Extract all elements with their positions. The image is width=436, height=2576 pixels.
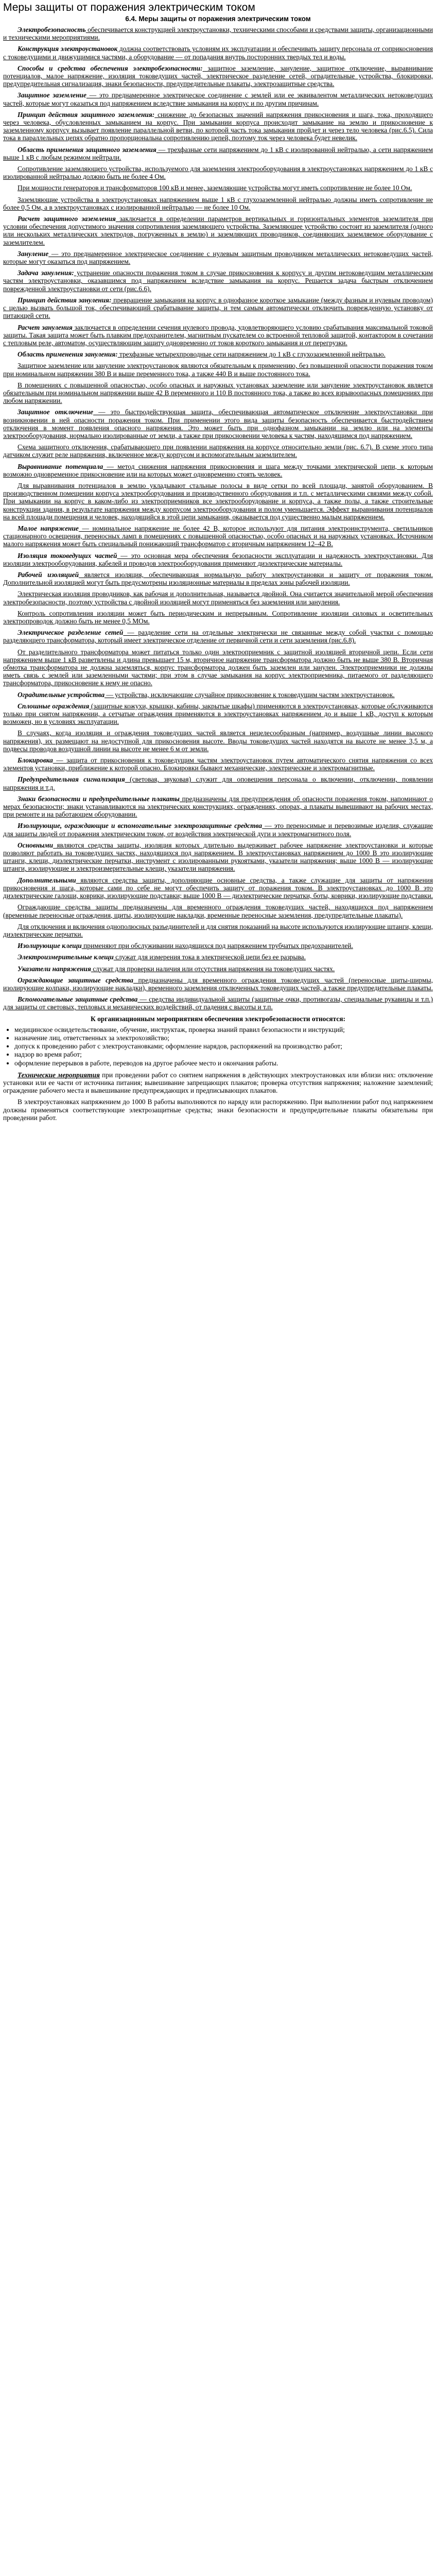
paragraph-text: В случаях, когда изоляция и ограждения токоведущих частей является нецелесообразным (например, воздушные линии высокого напряжения), их размещают на недоступной для прикосновения высоте. Вводы токоведущих частей находятся на высоте не менее 3,5 м, а подвесы проводов воздушной линии на высоте не менее 6 м от земли. xyxy=(3,729,433,753)
paragraph-lead-term: Малое напряжение xyxy=(18,524,79,532)
paragraph-lead-term: Принцип действия защитного заземления: xyxy=(18,110,155,118)
paragraph-text: В помещениях с повышенной опасностью, особо опасных и наружных установках заземление или зануление электроустановок является обязательным при номинальном напряжении выше 42 В переменного и 110 В постоянного тока, а также во всех взрывоопасных помещениях при любом напряжении. xyxy=(3,381,433,405)
paragraph-lead-term: Предупредительная сигнализация xyxy=(18,775,125,784)
paragraph-text: При мощности генераторов и трансформаторов 100 кВ и менее, заземляющие устройства могут иметь сопротивление не более 10 Ом. xyxy=(18,184,412,192)
paragraph-text: являются средства защиты, дополняющие основные средства, а также служащие для защиты от напряжения прикосновения и шага, которые сами по себе не могут обеспечить защиту от поражения током. В электроустановках до 1000 В это диэлектрические галоши, коврики, изолирующие подставки; выше 1000 В — диэлектрические перчатки, боты, коврики, изолирующие подставки. xyxy=(3,876,433,900)
paragraph-lead-term: Вспомогательные защитные средства xyxy=(18,995,138,1004)
paragraph-text: предназначены для временного ограждения токоведущих частей (переносные щиты-ширмы, изолирующие колпаки, изолирующие накладки), временного заземления отключенных токоведущих частей, а также предупредительные плакаты. xyxy=(3,976,433,992)
body-paragraph xyxy=(3,995,433,1011)
body-paragraph xyxy=(3,45,433,60)
paragraph-text: защитное заземление, зануление, защитное отключение, выравнивание потенциалов, малое напряжение, изоляция токоведущих частей, электрическое разделение сетей, оградительные устройства, блокировки, предупредительная сигнализация, знаки безопасности, предупредительные плакаты, электрозащитные средства. xyxy=(3,64,433,88)
body-paragraph xyxy=(3,976,433,992)
paragraph-text: — средства индивидуальной защиты (защитные очки, противогазы, специальные рукавицы и т.п.) для защиты от световых, тепловых и механических воздействий, от падения с высоты и т.п. xyxy=(3,995,433,1011)
body-paragraph xyxy=(3,64,433,88)
body-paragraph xyxy=(3,756,433,772)
paragraph-text: Схема защитного отключения, срабатывающего при появлении напряжения на корпусе относительно земли (рис. 6.7). В схеме этого типа датчиком служит реле напряжения, включенное между корпусом и вспомогательным заземлителем. xyxy=(3,443,433,459)
body-paragraph xyxy=(3,702,433,726)
body-paragraph xyxy=(3,923,433,938)
paragraph-lead-term: Область применения зануления: xyxy=(18,350,118,359)
body-paragraph xyxy=(3,953,433,961)
paragraph-text: устранение опасности поражения током в случае прикосновения к корпусу и другим нетоковедущим металлическим частям электроустановки, оказавшимся под напряжением вследствие замыкания на корпус. Решается задача быстрым отключением поврежденной электроустановки от сети (рис.6.6). xyxy=(3,269,433,293)
technical-measures-paragraph xyxy=(3,1071,433,1095)
body-paragraph xyxy=(3,196,433,211)
paragraph-text: — это переносимые и перевозимые изделия, служащие для защиты людей от поражения электрическим током, от воздействия электрической дуги и электромагнитного поля. xyxy=(3,822,433,838)
paragraph-text: служат для измерения тока в электрической цепи без ее разрыва. xyxy=(113,953,306,961)
paragraph-text: — это быстродействующая защита, обеспечивающая автоматическое отключение электроустановки при возникновении в ней опасности поражения током. При применении этого вида защиты безопасность обеспечивается быстродействием отключения в момент появления опасного напряжения. Это может быть при однофазном замыкании на землю или на элементы электрооборудования, нормально изолированные от земли, а также при прикосновении человека к частям, находящимся под напряжением. xyxy=(3,408,433,439)
body-paragraph xyxy=(3,876,433,900)
paragraph-text: Сопротивление заземляющего устройства, используемого для заземления электрооборудования в электроустановках напряжением до 1 кВ с изолированной нейтралью должно быть не более 4 Ом. xyxy=(3,165,433,181)
paragraph-text: — метод снижения напряжения прикосновения и шага между точками электрической цепи, к которым возможно одновременное прикосновение или на которых может одновременно стоять человек. xyxy=(3,462,433,478)
paragraph-text: являются средства защиты, изоляция которых длительно выдерживает рабочее напряжение электроустановки и которые позволяют работать на токоведущих частях, находящихся под напряжением. В электроустановках напряжением до 1000 В это изолирующие штанги, клещи, диэлектрические перчатки, инструмент с изолированными рукоятками, указатели напряжения; выше 1000 В — изолирующие штанги, изолирующие и электроизмерительные клещи, указатели напряжения. xyxy=(3,841,433,873)
paragraph-lead-term: Дополнительными xyxy=(18,876,76,884)
paragraph-lead-term: Задача зануления: xyxy=(18,269,74,277)
paragraph-lead-term: Зануление xyxy=(18,249,49,258)
paragraph-text: От разделительного трансформатора может питаться только один электроприемник с защитной изоляцией вторичной цепи. Если сети напряжением выше 1 кВ разветвлены и длина превышает 15 м, вторичное напряжение трансформатора должно быть не выше 380 В. Вторичная обмотка трансформатора не должна заземляться, корпус трансформатора должен быть заземлен или занулен. Электроприемники не должны иметь связь с землей или заземленными частями; при этом в случае замыкания на корпус электроприемника, питаемого от разделяющего трансформатора, прикосновение к нему не опасно. xyxy=(3,648,433,687)
body-paragraph xyxy=(3,482,433,521)
paragraph-lead-term: Изолирующие клещи xyxy=(18,942,82,950)
body-paragraph xyxy=(3,841,433,873)
body-paragraph xyxy=(3,111,433,142)
paragraph-lead-term: Способы и средства обеспечения электробезопасности: xyxy=(18,64,203,72)
paragraph-text: Ограждающие средства защиты предназначены для временного ограждения токоведущих частей, находящихся под напряжением (временные переносные ограждения, щиты, изолирующие накладки, временные переносные заземления, предупредительные плакаты). xyxy=(3,903,433,919)
paragraph-text: должна соответствовать условиям их эксплуатации и обеспечивать защиту персонала от соприкосновения с токоведущими и движущимися частями, а оборудование — от попадания внутрь посторонних твердых тел и воды. xyxy=(3,45,433,61)
page-title: Меры защиты от поражения электрическим током xyxy=(3,2,255,13)
org-measure-item: • назначение лиц, ответственных за электрохозяйство; xyxy=(14,1034,433,1042)
paragraph-lead-term: Электрическое разделение сетей xyxy=(18,629,124,637)
paragraph-lead-term: Рабочей изоляцией xyxy=(18,570,79,579)
paragraph-lead-term: Принцип действия зануления: xyxy=(18,296,112,304)
body-paragraph xyxy=(3,648,433,687)
org-measure-item: • допуск к проведению работ с электроустановками; оформление нарядов, распоряжений на производство работ; xyxy=(14,1042,433,1050)
paragraph-lead-term: Электроизмерительные клещи xyxy=(18,953,114,961)
paragraph-text: заключается в определении сечения нулевого провода, удовлетворяющего условию срабатывания максимальной токовой защиты. Такая защита может быть плавким предохранителем, магнитным пускателем со встроенной тепловой защитой, контактором в сочетании с тепловым реле, автоматом, осуществляющим защиту одновременно от токов короткого замыкания и от перегрузки. xyxy=(3,323,433,347)
closing-paragraph: В электроустановках напряжением до 1000 В работы выполняются по наряду или распоряжению. При выполнении работ под напряжением должны применяться соответствующие электрозащитные средства; знаки безопасности и предупредительные плакаты обязательны при проведении работ. xyxy=(3,1098,433,1122)
paragraph-lead-term: Расчет защитного заземления xyxy=(18,215,116,223)
paragraph-lead-term: Изолирующие, ограждающие и вспомогательные электрозащитные средства xyxy=(18,822,263,830)
paragraph-lead-term: Оградительные устройства xyxy=(18,690,105,699)
section-heading: 6.4. Меры защиты от поражения электрическим током xyxy=(125,15,311,23)
body-paragraph xyxy=(3,571,433,586)
body-paragraph xyxy=(3,381,433,405)
paragraph-text: Контроль сопротивления изоляции может быть периодическим и непрерывным. Сопротивление изоляции силовых и осветительных электропроводок должно быть не менее 0,5 МОм. xyxy=(3,609,433,625)
org-measure-item: • оформление перерывов в работе, переводов на другое рабочее место и окончания работы. xyxy=(14,1059,433,1067)
body-paragraph xyxy=(3,590,433,605)
paragraph-text: применяют при обслуживании находящихся под напряжением трубчатых предохранителей. xyxy=(81,942,353,950)
body-paragraph xyxy=(3,629,433,644)
org-measures-list xyxy=(3,1026,433,1067)
article-body xyxy=(3,26,433,1011)
body-paragraph xyxy=(3,729,433,753)
body-paragraph xyxy=(3,350,433,358)
body-paragraph xyxy=(3,296,433,320)
body-paragraph xyxy=(3,184,433,192)
paragraph-text: превращение замыкания на корпус в однофазное короткое замыкание (между фазным и нулевым проводом) с целью вызвать большой ток, обеспечивающий срабатывание защиты, и тем самым автоматически отключить поврежденную установку от питающей сети. xyxy=(3,296,433,320)
body-paragraph xyxy=(3,215,433,246)
paragraph-text: трехфазные четырехпроводные сети напряжением до 1 кВ с глухозаземленной нейтралью. xyxy=(117,350,386,359)
org-measures-heading: К организационным мероприятиям обеспечения электробезопасности относятся: xyxy=(91,1014,345,1023)
paragraph-text: является изоляция, обеспечивающая нормальную работу электроустановки и защиту от поражения током. Дополнительной изоляцией могут быть предусмотрены изоляционные материалы в пределах зоны рабочей изоляции. xyxy=(3,570,433,587)
paragraph-text: Для отключения и включения однополюсных разъединителей и для снятия показаний на высоте используются изолирующие штанги, клещи, диэлектрические перчатки. xyxy=(3,922,433,938)
paragraph-text: — разделение сети на отдельные электрически не связанные между собой участки с помощью разделяющего трансформатора, который имеет электрическое отделение от первичной сети и сети заземления (рис.6.8). xyxy=(3,629,433,645)
body-paragraph xyxy=(3,965,433,973)
paragraph-text: — это преднамеренное электрическое соединение с землей или ее эквивалентом металлических нетоковедущих частей, которые могут оказаться под напряжением вследствие замыкания на корпус и по другим причинам. xyxy=(3,91,433,107)
paragraph-lead-term: Электробезопасность xyxy=(18,26,86,33)
body-paragraph xyxy=(3,775,433,791)
body-paragraph xyxy=(3,91,433,107)
paragraph-text: снижение до безопасных значений напряжения прикосновения и шага, тока, проходящего через человека, обусловленных замыканием на корпус. При замыкании корпуса происходит замыкание на землю и прикосновение к заземленному корпусу вызывает появление параллельной ветви, по которой часть тока замыкания пройдет и через тело человека (рис.6.5). Сила тока в параллельных цепях обратно пропорциональна сопротивлению цепей, поэтому ток через человека будет невелик. xyxy=(3,110,433,142)
paragraph-text: — устройства, исключающие случайное прикосновение к токоведущим частям электроустановок. xyxy=(104,690,395,699)
paragraph-text: Заземляющие устройства в электроустановках напряжением выше 1 кВ с глухозаземленной нейтралью должны иметь сопротивление не более 0,5 Ом, а в электроустановках с изолированной нейтралью — не более 10 Ом. xyxy=(3,195,433,211)
paragraph-text: Для выравнивания потенциалов в землю укладывают стальные полосы в виде сетки по всей площади, занятой оборудованием. В производственном помещении корпуса электрооборудования и производственного оборудования и т.п. с металлическими связями между собой. При замыкании на корпус в каком-либо из электроприемников все электрооборудование и корпуса, а также полы, а также строительные конструкции здания, в результате напряжения между корпусом электрооборудования и полом уменьшается. Эффект выравнивания потенциалов на всей площади помещения и человек, находящийся в этой цепи замыкания, оказывается под существенно малым напряжением. xyxy=(3,481,433,521)
body-paragraph xyxy=(3,691,433,699)
body-paragraph xyxy=(3,362,433,377)
body-paragraph xyxy=(3,463,433,478)
body-paragraph xyxy=(3,903,433,919)
body-paragraph xyxy=(3,552,433,567)
body-paragraph xyxy=(3,26,433,41)
body-paragraph xyxy=(3,408,433,439)
paragraph-text: — это основная мера обеспечения безопасности эксплуатации и надежность электроустановки. Для изоляции электрооборудования, кабелей и проводов электрооборудования применяют диэлектрические материалы. xyxy=(3,551,433,567)
paragraph-text: (световая, звуковая) служит для оповещения персонала о включении, отключении, появлении напряжения и т.д. xyxy=(3,775,433,791)
paragraph-lead-term: Ограждающие защитные средства xyxy=(18,976,133,984)
body-paragraph xyxy=(3,165,433,180)
body-paragraph xyxy=(3,443,433,459)
paragraph-text: — трехфазные сети напряжением до 1 кВ с изолированной нейтралью, а сети напряжением выше 1 кВ с любым режимом нейтрали. xyxy=(3,145,433,161)
paragraph-text: заключается в определении параметров вертикальных и горизонтальных элементов заземлителя при условии обеспечения допустимого значения сопротивления заземляющего устройства. Заземляющее устройство состоит из заземлителя (одного или нескольких металлических электродов, погруженных в землю) и заземляющих проводников, соединяющих заземляемое оборудование с заземлителем. xyxy=(3,215,433,246)
paragraph-lead-term: Конструкция электроустановок xyxy=(18,45,118,53)
technical-measures-lead: Технические мероприятия xyxy=(18,1071,100,1079)
body-paragraph xyxy=(3,609,433,625)
paragraph-lead-term: Выравнивание потенциала xyxy=(18,462,103,470)
paragraph-lead-term: Основными xyxy=(18,841,54,849)
technical-measures-text: при проведении работ со снятием напряжения в действующих электроустановках или вблизи них: отключение установки или ее части от источника питания; вывешивание запрещающих плакатов; проверка отсутствия напряжения; наложение заземлений; ограждение рабочего места и вывешивание предупреждающих и предписывающих плакатов. xyxy=(3,1071,433,1095)
body-paragraph xyxy=(3,269,433,293)
paragraph-lead-term: Расчет зануления xyxy=(18,323,73,331)
paragraph-text: служат для проверки наличия или отсутствия напряжения на токоведущих частях. xyxy=(91,964,335,973)
paragraph-lead-term: Знаки безопасности и предупредительные плакаты xyxy=(18,794,180,803)
paragraph-lead-term: Защитное отключение xyxy=(18,408,94,416)
paragraph-lead-term: Сплошные ограждения xyxy=(18,702,90,710)
body-paragraph xyxy=(3,524,433,548)
page xyxy=(0,1,436,1143)
paragraph-lead-term: Защитное заземление xyxy=(18,91,86,99)
body-paragraph xyxy=(3,250,433,265)
body-paragraph xyxy=(3,146,433,161)
paragraph-text: — защита от прикосновения к токоведущим частям электроустановок путем автоматического снятия напряжения со всех элементов установки, приближение к которой опасно. Блокировки бывают механические, электрические и электромагнитные. xyxy=(3,756,433,772)
body-paragraph xyxy=(3,822,433,837)
paragraph-lead-term: Область применения защитного заземления xyxy=(18,145,156,154)
body-paragraph xyxy=(3,324,433,347)
paragraph-lead-term: Изоляция токоведущих частей xyxy=(18,551,117,560)
paragraph-text: — номинальное напряжение не более 42 В, которое используют для питания электроинструмента, светильников стационарного освещения, переносных ламп в помещениях с повышенной опасностью, особо опасных и на наружных установках. Источником малого напряжения может быть специальный понижающий трансформатор с вторичным напряжением 12–42 В. xyxy=(3,524,433,548)
bottom-spacer xyxy=(3,1125,433,1138)
body-paragraph xyxy=(3,795,433,819)
paragraph-text: обеспечивается конструкцией электроустановки, техническими способами и средствами защиты, организационными и техническими мероприятиями. xyxy=(3,26,433,42)
paragraph-text: — это преднамеренное электрическое соединение с нулевым защитным проводником металлических нетоковедущих частей, которые могут оказаться под напряжением. xyxy=(3,249,433,266)
paragraph-text: (защитные кожухи, крышки, кабины, закрытые шкафы) применяются в электроустановках, которые обслуживаются только при снятом напряжении, а сетчатые ограждения применяются в электроустановках напряжением до и выше 1 кВ, доступ к которым возможен, но в условиях эксплуатации. xyxy=(3,702,433,726)
paragraph-lead-term: Указатели напряжения xyxy=(18,964,91,973)
org-measure-item: • надзор во время работ; xyxy=(14,1050,433,1058)
paragraph-text: Электрическая изоляция проводников, как рабочая и дополнительная, называется двойной. Она считается значительной мерой обеспечения электробезопасности, поэтому устройства с двойной изоляцией могут применяться без заземления или зануления. xyxy=(3,590,433,606)
org-measure-item: • медицинское освидетельствование, обучение, инструктаж, проверка знаний правил безопасности и инструкций; xyxy=(14,1026,433,1033)
paragraph-text: предназначены для предупреждения об опасности поражения током, напоминают о мерах безопасности; знаки устанавливаются на электрических конструкциях, ограждениях, опорах, а плакаты вывешивают на рабочих местах, при ремонте и на работающем оборудовании. xyxy=(3,794,433,819)
paragraph-text: Защитное заземление или зануление электроустановок являются обязательным к применению, без повышенной опасности поражения током при номинальном напряжении 380 В и выше переменного тока, а также 440 В и выше постоянного тока. xyxy=(3,362,433,378)
body-paragraph xyxy=(3,942,433,950)
paragraph-lead-term: Блокировка xyxy=(18,756,53,765)
